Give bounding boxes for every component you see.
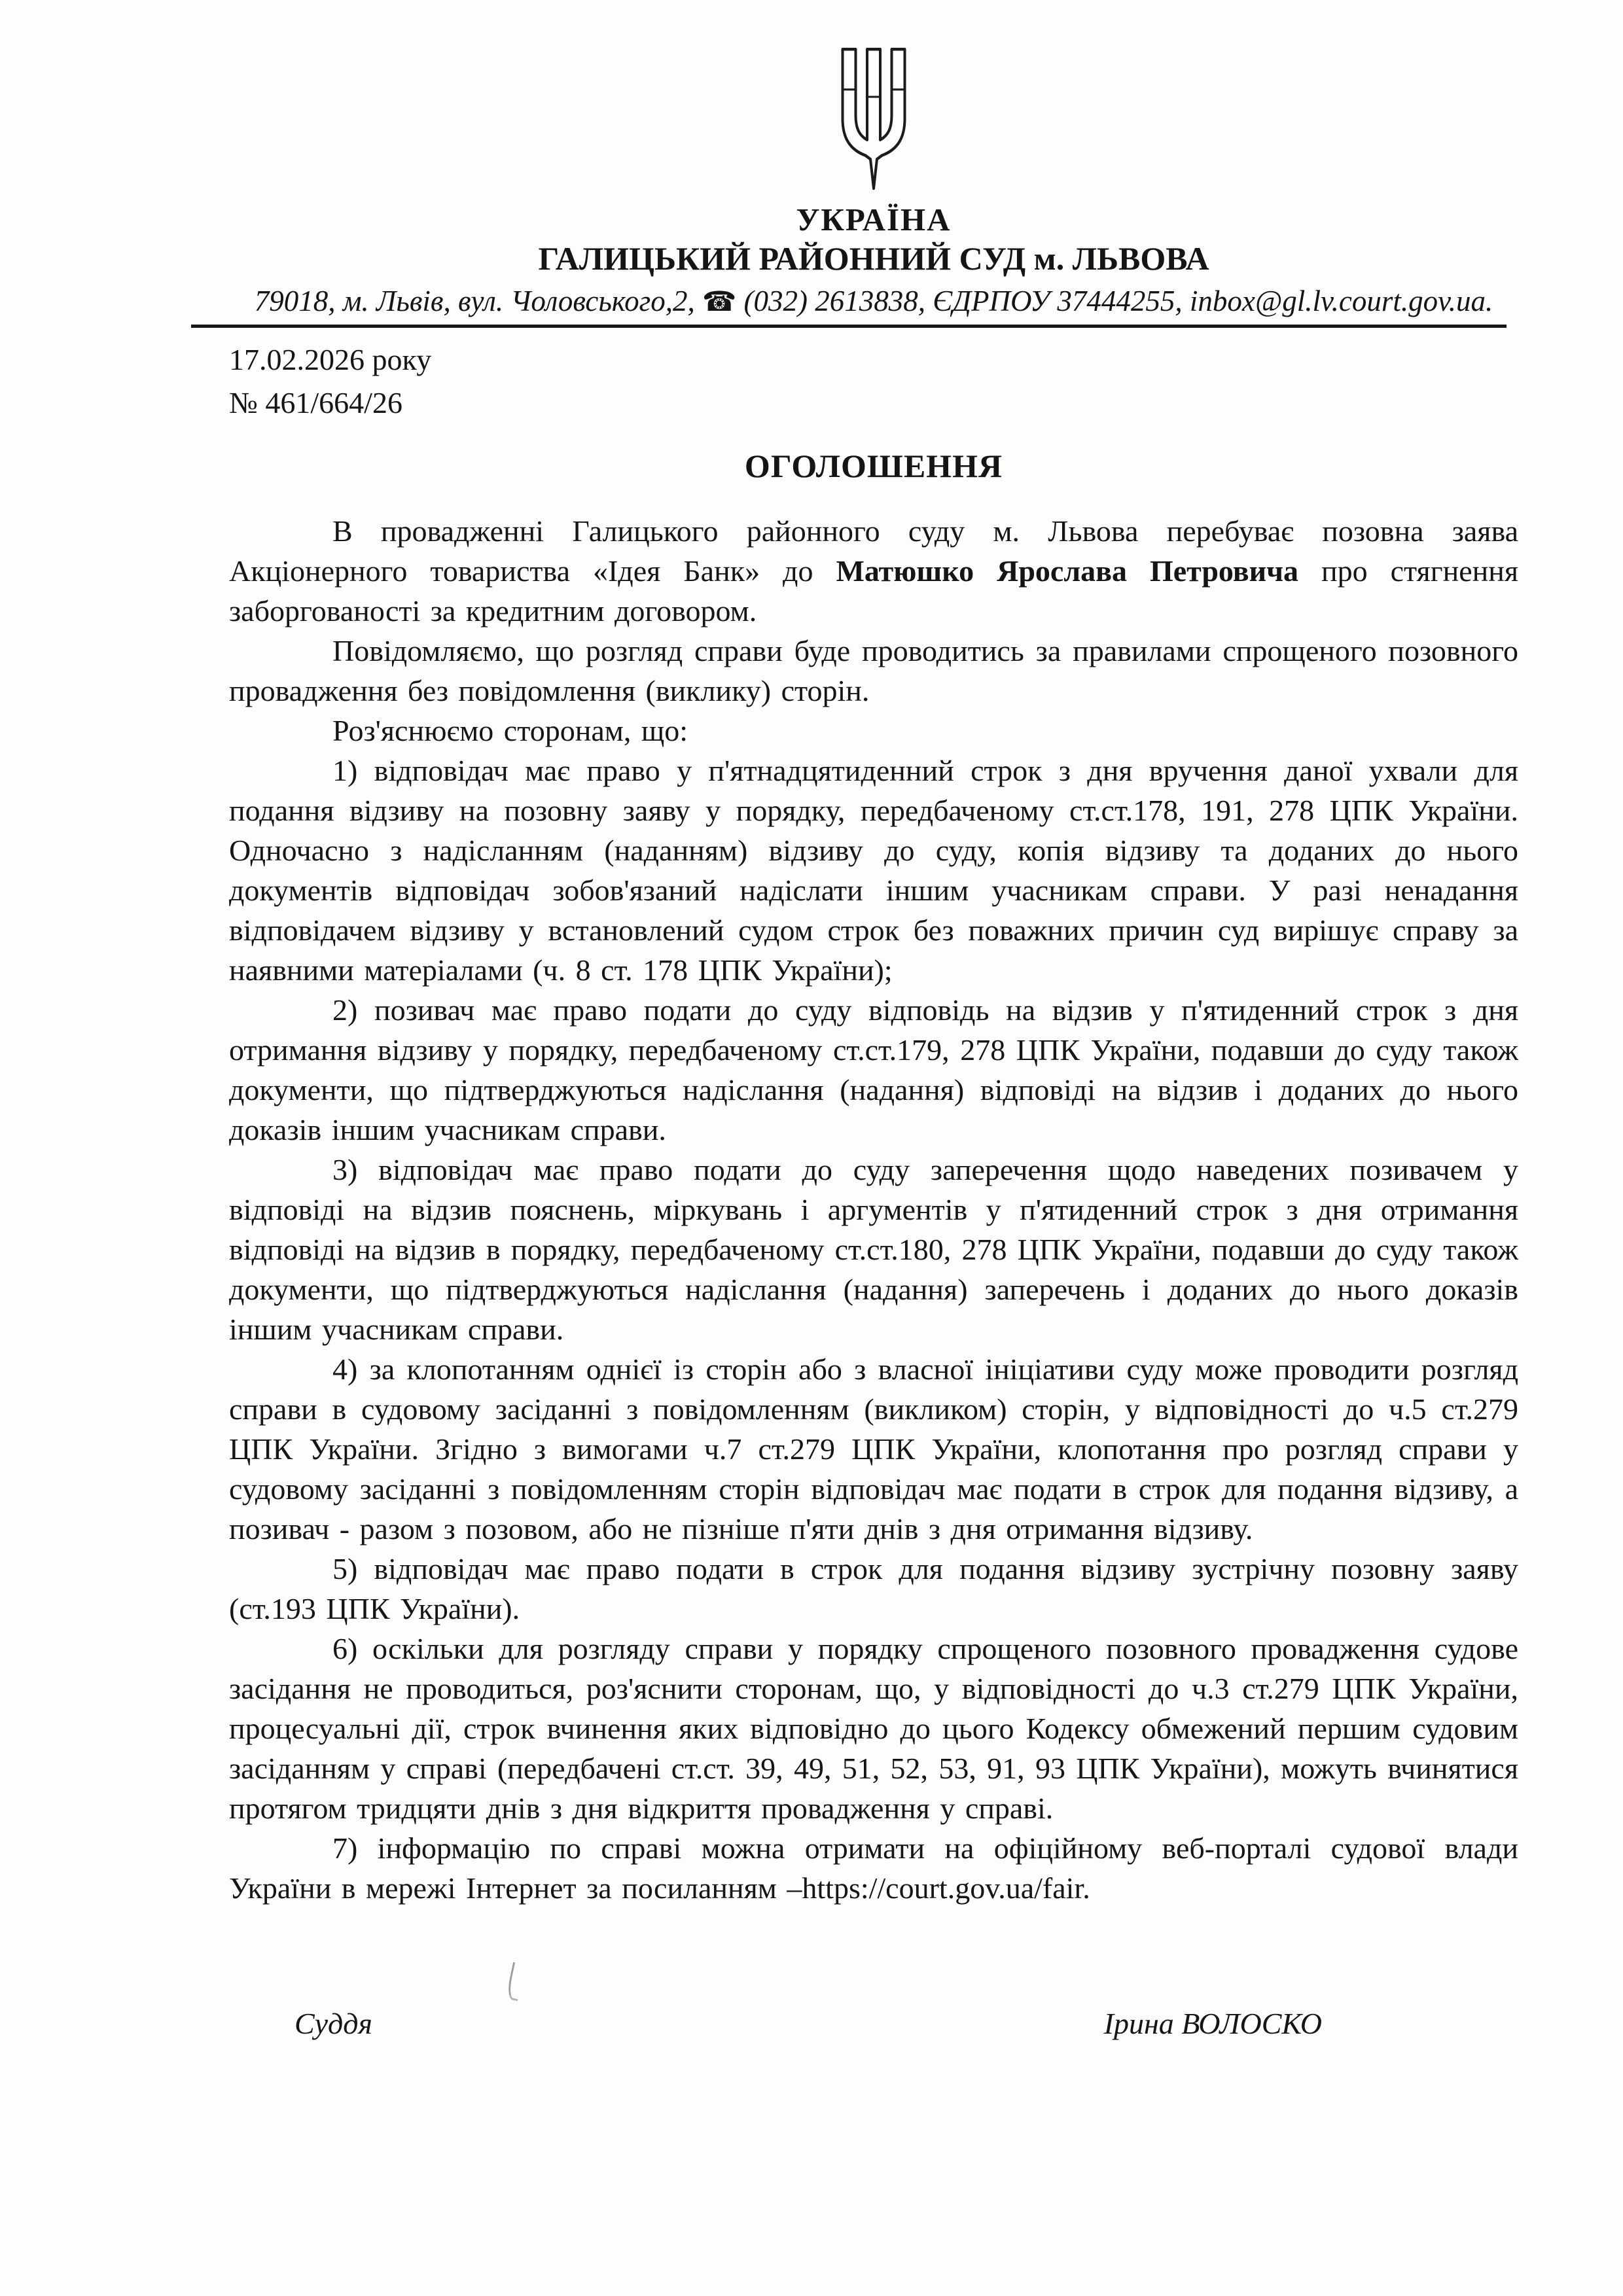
paragraph-explain-lead: Роз'яснюємо сторонам, що: [332,714,688,748]
signature-block [229,2006,1518,2041]
address-right: (032) 2613838, ЄДРПОУ 37444255, inbox@gl.lv.court.gov.ua. [736,285,1493,318]
country-name: УКРАЇНА [796,202,952,238]
emblem-container [229,42,1518,201]
phone-icon: ☎ [702,287,737,318]
document-body [229,511,1518,1908]
address-left: 79018, м. Львів, вул. Чоловського,2, [254,285,702,318]
court-name: ГАЛИЦЬКИЙ РАЙОННИЙ СУД м. ЛЬВОВА [538,239,1209,277]
document-date: 17.02.2026 року [229,343,432,377]
date-number-block [229,338,1518,425]
header-divider [191,325,1507,328]
judge-label: Суддя [294,2007,372,2041]
paragraph-item-1: 1) відповідач має право у п'ятнадцятиденний строк з дня вручення даної ухвали для подання відзиву на позовну заяву у порядку, передбаченому ст.ст.178, 191, 278 ЦПК України. Одночасно з надісланням (наданням) відзиву до суду, копія відзиву та доданих до нього документів відповідач зобов'язаний надіслати іншим учасникам справи. У разі ненадання відповідачем відзиву у встановлений судом строк без поважних причин суд вирішує справу за наявними матеріалами (ч. 8 ст. 178 ЦПК України); [229,754,1518,987]
judge-name: Ірина ВОЛОСКО [1103,2007,1322,2041]
paragraph-item-7: 7) інформацію по справі можна отримати на офіційному веб-порталі судової влади України в мережі Інтернет за посиланням –https://court.gov.ua/fair. [229,1831,1518,1905]
court-address [229,284,1518,318]
intro-paragraph [229,511,1518,631]
paragraph-notice: Повідомляємо, що розгляд справи буде проводитись за правилами спрощеного позовного провадження без повідомлення (виклику) сторін. [229,634,1518,708]
scan-artifact [505,1962,525,2002]
paragraph-item-4: 4) за клопотанням однієї із сторін або з власної ініціативи суду може проводити розгляд справи в судовому засіданні з повідомленням (викликом) сторін, у відповідності до ч.5 ст.279 ЦПК України. Згідно з вимогами ч.7 ст.279 ЦПК України, клопотання про розгляд справи у судовому засіданні з повідомленням сторін відповідач має подати в строк для подання відзиву, а позивач - разом з позовом, або не пізніше п'яти днів з дня отримання відзиву. [229,1352,1518,1546]
paragraph-item-5: 5) відповідач має право подати в строк для подання відзиву зустрічну позовну заяву (ст.193 ЦПК України). [229,1552,1518,1626]
paragraph-item-2: 2) позивач має право подати до суду відповідь на відзив у п'ятиденний строк з дня отримання відзиву у порядку, передбаченому ст.ст.179, 278 ЦПК України, подавши до суду також документи, що підтверджуються надіслання (надання) відповіді на відзив і доданих до нього доказів іншим учасникам справи. [229,993,1518,1147]
paragraph-item-6: 6) оскільки для розгляду справи у порядку спрощеного позовного провадження судове засідання не проводиться, роз'яснити сторонам, що, у відповідності до ч.3 ст.279 ЦПК України, процесуальні дії, строк вчинення яких відповідно до цього Кодексу обмежений першим судовим засіданням у справі (передбачені ст.ст. 39, 49, 51, 52, 53, 91, 93 ЦПК України), можуть вчинятися протягом тридцяти днів з дня відкриття провадження у справі. [229,1632,1518,1826]
intro-text-before: В провадженні Галицького районного суду м. Львова перебуває позовна заява Акціонерного товариства «Ідея Банк» до [229,514,1518,588]
paragraph-item-3: 3) відповідач має право подати до суду заперечення щодо наведених позивачем у відповіді на відзив пояснень, міркувань і аргументів у п'ятиденний строк з дня отримання відповіді на відзив в порядку, передбаченому ст.ст.180, 278 ЦПК України, подавши до суду також документи, що підтверджуються надіслання (надання) заперечень і доданих до нього доказів іншим учасникам справи. [229,1153,1518,1347]
defendant-name: Матюшко Ярослава Петровича [836,554,1299,588]
document-title: ОГОЛОШЕННЯ [744,448,1003,485]
letterhead [229,42,1518,425]
case-number: № 461/664/26 [229,386,402,420]
ukraine-trident-emblem [825,42,923,201]
intro-text-after: про стягнення заборгованості за кредитним договором. [229,554,1519,628]
